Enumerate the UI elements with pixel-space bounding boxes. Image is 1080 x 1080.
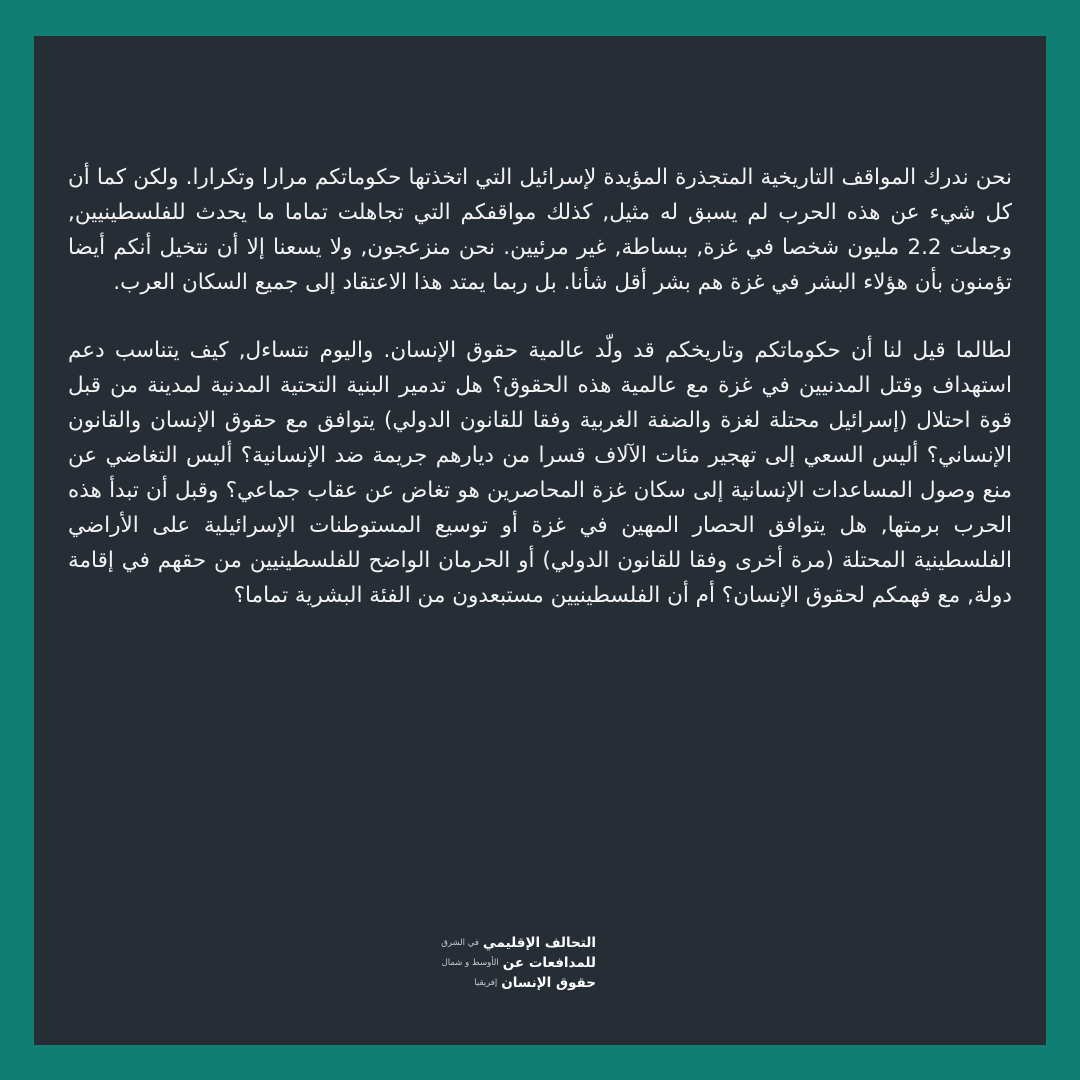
logo-line-2-main: للمدافعات عن bbox=[502, 955, 596, 971]
paragraph-2: لطالما قيل لنا أن حكوماتكم وتاريخكم قد ولّد عالمية حقوق الإنسان. واليوم نتساءل, كيف يتناسب دعم استهداف وقتل المدنيين في غزة مع عالمية هذه الحقوق؟ هل تدمير البنية التحتية المدنية لمدينة من قبل قوة احتلال (إسرائيل محتلة لغزة والضفة الغربية وفقا للقانون الدولي) يتوافق مع حقوق الإنسان والقانون الإنساني؟ أليس السعي إلى تهجير مئات الآلاف قسرا من ديارهم جريمة ضد الإنسانية؟ أليس التغاضي عن منع وصول المساعدات الإنسانية إلى سكان غزة المحاصرين هو تغاض عن عقاب جماعي؟ وقبل أن تبدأ هذه الحرب برمتها, هل يتوافق الحصار المهين في غزة أو توسيع المستوطنات الإسرائيلية على الأراضي الفلسطينية المحتلة (مرة أخرى وفقا للقانون الدولي) أو الحرمان الواضح للفلسطينيين من حقهم في إقامة دولة, مع فهمكم لحقوق الإنسان؟ أم أن الفلسطينيين مستبعدون من الفئة البشرية تماما؟ bbox=[68, 338, 1012, 608]
logo-line-2 bbox=[420, 953, 596, 973]
logo-line-3 bbox=[420, 973, 596, 993]
coalition-logo bbox=[420, 933, 596, 997]
logo-line-1-main: التحالف الإقليمي bbox=[482, 935, 596, 951]
content-card bbox=[34, 36, 1046, 1045]
letter-text bbox=[68, 160, 1012, 613]
logo-line-1-sub: في الشرق bbox=[441, 938, 479, 948]
logo-line-1 bbox=[420, 933, 596, 953]
logo-line-2-sub: الأوسط و شمال bbox=[441, 958, 499, 968]
logo-line-3-sub: إفريقيا bbox=[474, 978, 498, 988]
logo-line-3-main: حقوق الإنسان bbox=[501, 975, 596, 991]
paragraph-1: نحن ندرك المواقف التاريخية المتجذرة المؤيدة لإسرائيل التي اتخذتها حكوماتكم مرارا وتكرارا. ولكن كما أن كل شيء عن هذه الحرب لم يسبق له مثيل, كذلك مواقفكم التي تجاهلت تماما ما يحدث للفلسطينيين, وجعلت 2.2 مليون شخصا في غزة, ببساطة, غير مرئيين. نحن منزعجون, ولا يسعنا إلا أن نتخيل أنكم أيضا تؤمنون بأن هؤلاء البشر في غزة هم بشر أقل شأنا. بل ربما يمتد هذا الاعتقاد إلى جميع السكان العرب. bbox=[68, 165, 1013, 295]
